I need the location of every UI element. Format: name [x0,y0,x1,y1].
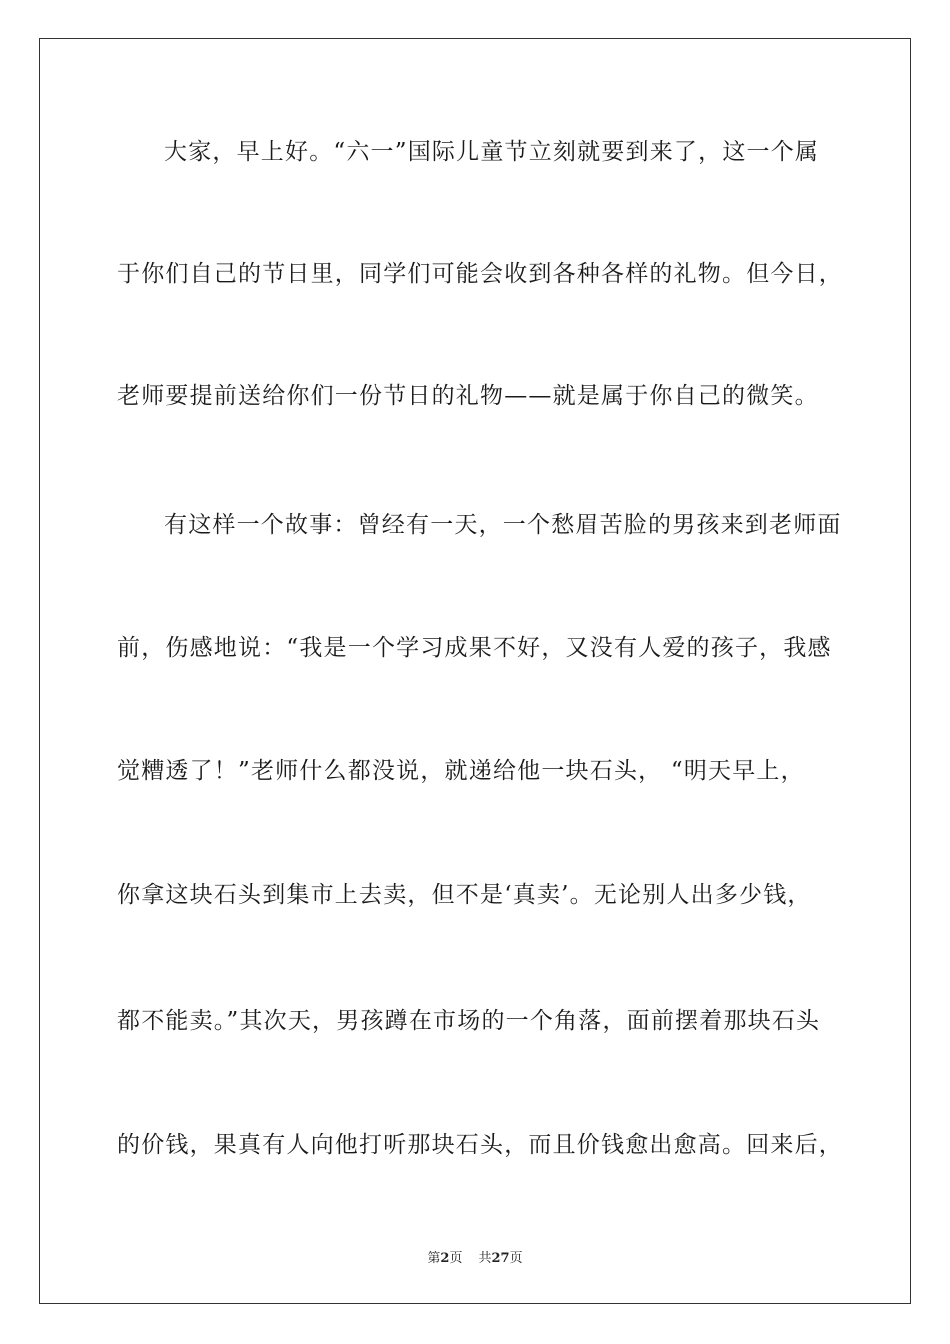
paragraph-line: 大家，早上好。“六一”国际儿童节立刻就要到来了，这一个属 [164,139,820,165]
total-suffix: 页 [509,1251,523,1266]
page-suffix: 页 [449,1251,463,1266]
total-page-count: 27 [491,1251,510,1266]
paragraph-line: 有这样一个故事：曾经有一天，一个愁眉苦脸的男孩来到老师面 [164,512,842,538]
paragraph-line: 都不能卖。”其次天，男孩蹲在市场的一个角落，面前摆着那块石头 [117,1008,821,1034]
paragraph-line: 老师要提前送给你们一份节日的礼物——就是属于你自己的微笑。 [117,383,819,409]
paragraph-line: 于你们自己的节日里，同学们可能会收到各种各样的礼物。但今日， [117,261,843,287]
total-prefix: 共 [478,1251,492,1266]
page-prefix: 第 [427,1251,441,1266]
current-page-number: 2 [440,1251,450,1266]
paragraph-line: 觉糟透了！”老师什么都没说，就递给他一块石头， “明天早上， [117,758,805,784]
page-footer [0,1247,950,1266]
paragraph-line: 你拿这块石头到集市上去卖，但不是‘真卖’。无论别人出多少钱， [117,882,812,908]
page-border [39,38,911,1304]
paragraph-line: 的价钱，果真有人向他打听那块石头，而且价钱愈出愈高。回来后， [117,1132,843,1158]
paragraph-line: 前，伤感地说：“我是一个学习成果不好，又没有人爱的孩子，我感 [117,635,832,661]
